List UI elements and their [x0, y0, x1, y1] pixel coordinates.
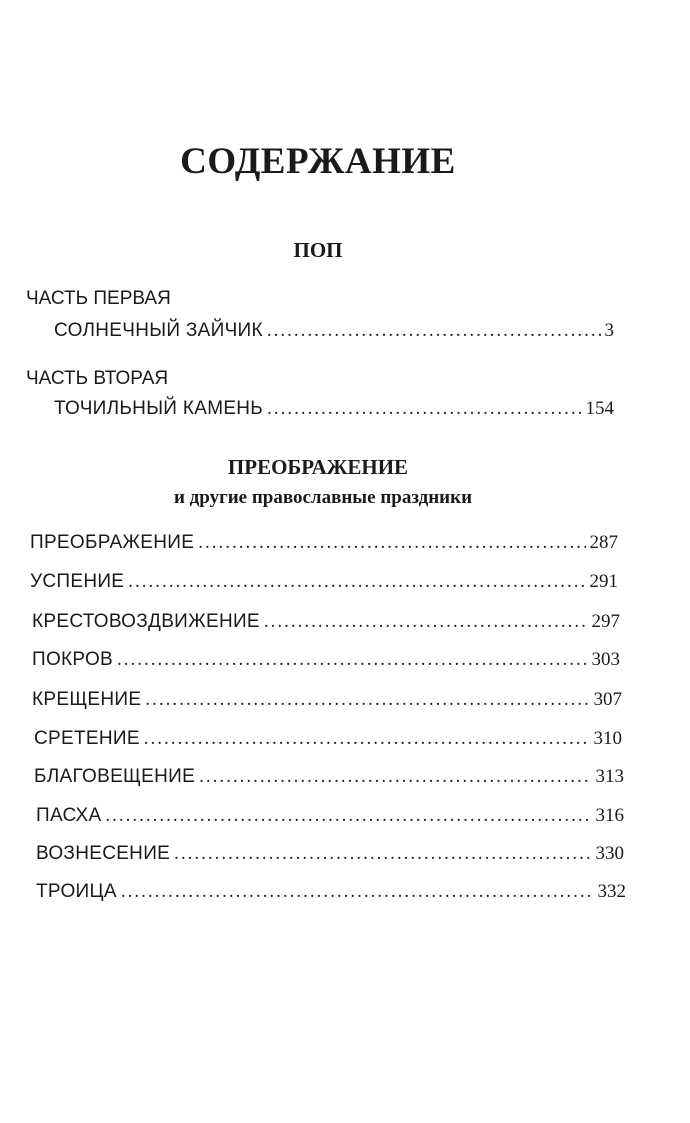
- toc-entry: [54, 398, 614, 424]
- toc-entry-page: 310: [593, 728, 622, 749]
- toc-entry-title: ТРОИЦА: [36, 881, 117, 902]
- toc-entry: [30, 532, 618, 558]
- toc-entry: [32, 689, 622, 715]
- dot-leader: [144, 728, 590, 750]
- part-label: ЧАСТЬ ВТОРАЯ: [26, 368, 169, 389]
- toc-entry: [32, 611, 620, 637]
- page-title: СОДЕРЖАНИЕ: [180, 141, 456, 182]
- toc-entry-page: 154: [585, 398, 614, 419]
- toc-entry-title: СОЛНЕЧНЫЙ ЗАЙЧИК: [54, 320, 263, 341]
- toc-entry-title: КРЕЩЕНИЕ: [32, 689, 142, 710]
- dot-leader: [145, 689, 589, 711]
- toc-entry-page: 291: [589, 571, 618, 592]
- toc-entry-title: БЛАГОВЕЩЕНИЕ: [34, 766, 196, 787]
- toc-entry-title: ПАСХА: [36, 805, 102, 826]
- toc-entry-page: 3: [604, 320, 614, 341]
- toc-entry-title: ПОКРОВ: [32, 649, 114, 670]
- toc-entry-page: 313: [595, 766, 624, 787]
- toc-entry-title: ПРЕОБРАЖЕНИЕ: [30, 532, 195, 553]
- dot-leader: [128, 571, 585, 593]
- toc-entry-page: 287: [589, 532, 618, 553]
- dot-leader: [264, 611, 588, 633]
- toc-entry: [34, 728, 622, 754]
- toc-entry-page: 297: [591, 611, 620, 632]
- toc-entry-page: 307: [593, 689, 622, 710]
- toc-entry-title: УСПЕНИЕ: [30, 571, 125, 592]
- toc-entry: [30, 571, 618, 597]
- dot-leader: [267, 398, 581, 420]
- dot-leader: [121, 881, 594, 903]
- toc-entry: [32, 649, 620, 675]
- dot-leader: [174, 843, 591, 865]
- toc-entry-title: КРЕСТОВОЗДВИЖЕНИЕ: [32, 611, 260, 632]
- section-heading-preobrazhenie: ПРЕОБРАЖЕНИЕ: [227, 455, 409, 479]
- dot-leader: [117, 649, 587, 671]
- toc-entry: [36, 881, 626, 907]
- toc-entry: [34, 766, 624, 792]
- toc-entry-title: СРЕТЕНИЕ: [34, 728, 140, 749]
- dot-leader: [105, 805, 591, 827]
- toc-entry-page: 330: [595, 843, 624, 864]
- dot-leader: [198, 532, 585, 554]
- dot-leader: [267, 320, 601, 342]
- toc-entry-page: 332: [597, 881, 626, 902]
- toc-entry: [36, 805, 624, 831]
- section-heading-pop: ПОП: [293, 238, 343, 262]
- section-subheading: и другие православные праздники: [173, 487, 473, 508]
- toc-entry-page: 303: [591, 649, 620, 670]
- toc-entry-page: 316: [595, 805, 624, 826]
- toc-entry: [54, 320, 614, 346]
- toc-entry-title: ВОЗНЕСЕНИЕ: [36, 843, 171, 864]
- dot-leader: [199, 766, 591, 788]
- toc-entry: [36, 843, 624, 869]
- toc-entry-title: ТОЧИЛЬНЫЙ КАМЕНЬ: [54, 398, 264, 419]
- part-label: ЧАСТЬ ПЕРВАЯ: [26, 288, 171, 309]
